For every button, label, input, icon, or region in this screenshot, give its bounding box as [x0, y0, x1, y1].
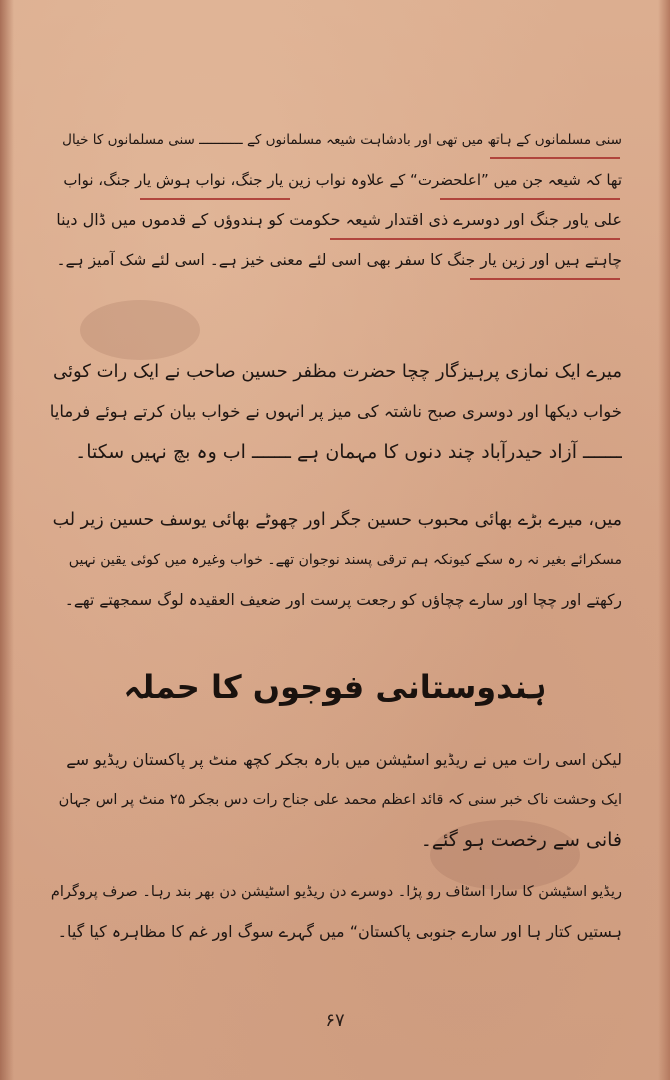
- text-line: ایک وحشت ناک خبر سنی کہ قائد اعظم محمد علی جناح رات دس بجکر ۲۵ منٹ پر اس جہان: [58, 792, 622, 808]
- text-line: مسکرائے بغیر نہ رہ سکے کیونکہ ہم ترقی پسند نوجوان تھے۔ خواب وغیرہ میں کوئی یقین نہیں: [68, 552, 622, 568]
- text-line: چاہتے ہیں اور زین یار جنگ کا سفر بھی اسی لئے معنی خیز ہے۔ اسی لئے شک آمیز ہے۔: [56, 251, 622, 269]
- paragraph-3: [50, 500, 622, 620]
- paragraph-4: [50, 740, 622, 860]
- text-line: میں، میرے بڑے بھائی محبوب حسین جگر اور چھوٹے بھائی یوسف حسین زیر لب: [52, 510, 622, 530]
- text-line: ریڈیو اسٹیشن کا سارا اسٹاف رو پڑا۔ دوسرے دن ریڈیو اسٹیشن دن بھر بند رہا۔ صرف پروگرام: [50, 884, 622, 900]
- paper-stain: [80, 300, 200, 360]
- text-line: میرے ایک نمازی پرہیزگار چچا حضرت مظفر حسین صاحب نے ایک رات کوئی: [53, 361, 622, 382]
- page-edge-right: [658, 0, 670, 1080]
- text-line: تھا کہ شیعہ جن میں ”اعلحضرت“ کے علاوہ نواب زین یار جنگ، نواب ہوش یار جنگ، نواب: [63, 171, 622, 189]
- text-line: رکھتے اور چچا اور سارے چچاؤں کو رجعت پرست اور ضعیف العقیدہ لوگ سمجھتے تھے۔: [64, 591, 622, 609]
- text-line: فانی سے رخصت ہو گئے۔: [420, 829, 622, 851]
- page-edge-left: [0, 0, 14, 1080]
- text-line: سنی مسلمانوں کے ہاتھ میں تھی اور بادشاہت شیعہ مسلمانوں کے ـــــــــــ سنی مسلمانوں کا خیال: [62, 132, 622, 148]
- text-line: ہستیں کتار ہا اور سارے جنوبی پاکستان“ میں گہرے سوگ اور غم کا مظاہرہ کیا گیا۔: [57, 922, 622, 941]
- page-number: ۶۷: [325, 1010, 345, 1031]
- text-line: خواب دیکھا اور دوسری صبح ناشتہ کی میز پر انہوں نے خواب بیان کرتے ہوئے فرمایا: [50, 402, 622, 421]
- text-line: لیکن اسی رات میں نے ریڈیو اسٹیشن میں بارہ بجکر کچھ منٹ پر پاکستان ریڈیو سے: [66, 750, 622, 769]
- section-heading: ہندوستانی فوجوں کا حملہ: [123, 668, 547, 706]
- text-line: ـــــــ آزاد حیدرآباد چند دنوں کا مہمان ہے ـــــــ اب وہ بچ نہیں سکتا۔: [75, 441, 622, 463]
- paragraph-5: [50, 872, 622, 952]
- paragraph-2: [50, 352, 622, 472]
- paragraph-1: [50, 120, 622, 280]
- text-line: علی یاور جنگ اور دوسرے ذی اقتدار شیعہ حکومت کو ہندوؤں کے قدموں میں ڈال دینا: [56, 210, 622, 229]
